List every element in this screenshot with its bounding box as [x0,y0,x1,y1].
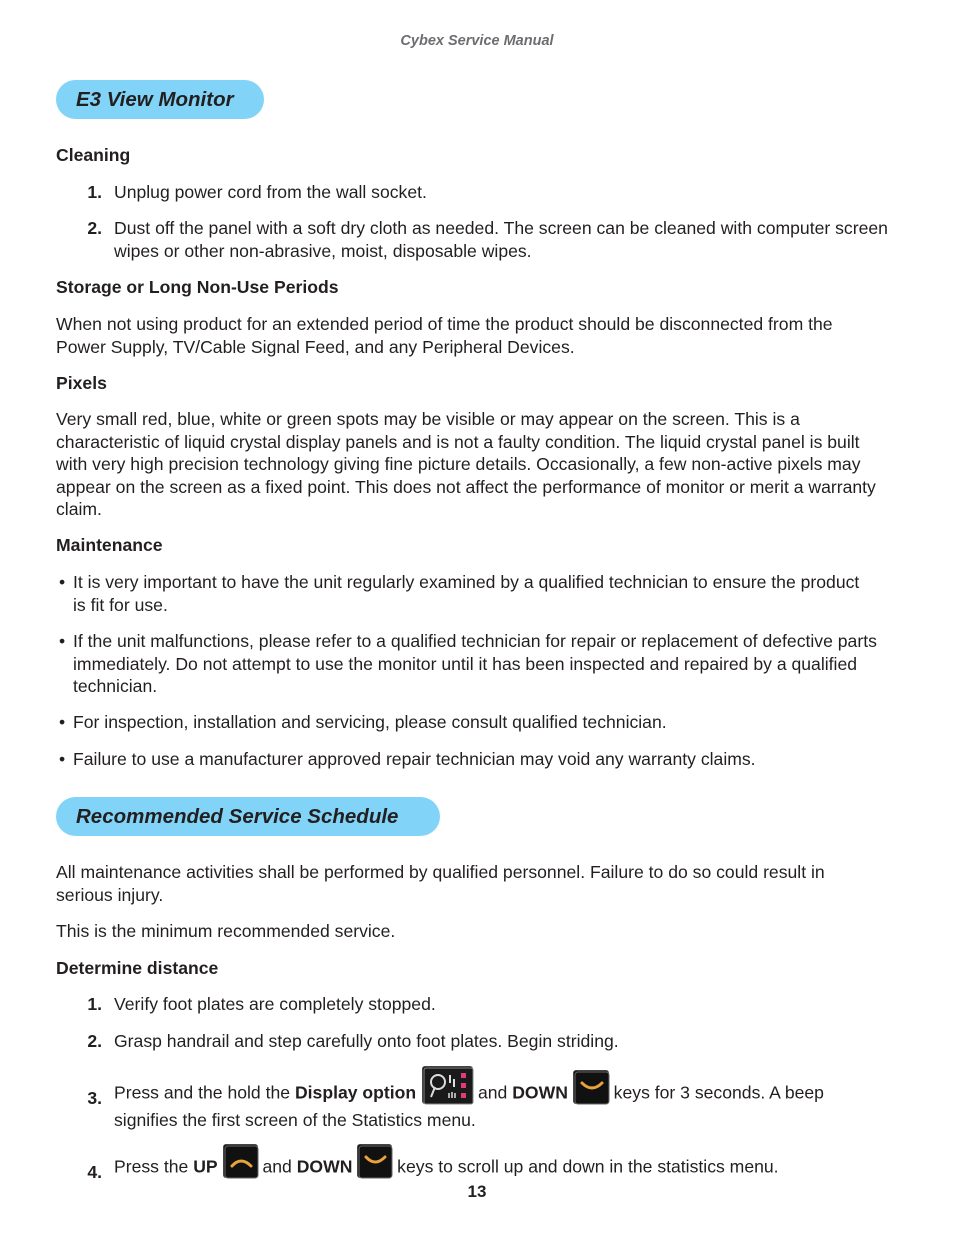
display-option-key-icon [422,1066,473,1104]
item-text: keys to scroll up and down in the statistics menu. [392,1156,779,1177]
paragraph-pixels: Very small red, blue, white or green spots may be visible or may appear on the screen. This is a characteristic of liquid crystal display panels and is not a faulty condition. The liquid crystal panel is built with very high precision technology giving fine picture details. Occasionally, a few non-active pixels may appear on the screen as a fixed point. This does not affect the performance of monitor or merit a warranty claim. [56,409,876,519]
page-number: 13 [467,1182,487,1201]
down-arrow-key-icon [357,1144,392,1178]
heading-pixels: Pixels [56,373,107,393]
list-number: 2. [87,1031,102,1051]
bullet-item: Failure to use a manufacturer approved repair technician may void any warranty claims. [73,749,756,769]
list-item: Grasp handrail and step carefully onto foot plates. Begin striding. [114,1031,619,1051]
paragraph-minimum: This is the minimum recommended service. [56,921,396,941]
list-item: Dust off the panel with a soft dry cloth as needed. The screen can be cleaned with computer screen wipes or other non-abrasive, moist, disposable wipes. [114,218,888,261]
heading-maintenance: Maintenance [56,535,163,555]
list-number: 3. [87,1088,102,1108]
paragraph-storage: When not using product for an extended period of time the product should be disconnected from the Power Supply, TV/Cable Signal Feed, and any Peripheral Devices. [56,314,833,357]
section-title-e3-view-monitor: E3 View Monitor [56,80,264,119]
running-header: Cybex Service Manual [400,33,554,49]
bullet-marker: • [59,712,66,732]
heading-storage: Storage or Long Non-Use Periods [56,277,339,297]
list-item-continuation: signifies the first screen of the Statistics menu. [114,1110,476,1130]
list-number: 2. [87,218,102,238]
down-arrow-key-icon [573,1070,609,1104]
section-title-service-schedule: Recommended Service Schedule [56,797,440,836]
item-text: and [473,1082,513,1103]
list-item: Verify foot plates are completely stopped. [114,994,436,1014]
list-number: 4. [87,1162,102,1182]
bullet-marker: • [59,572,66,592]
item-text: Press the [114,1156,194,1177]
item-text: Press and the hold the [114,1082,295,1103]
list-number: 1. [87,182,102,202]
bullet-marker: • [59,749,66,769]
bullet-item: It is very important to have the unit regularly examined by a qualified technician to ensure the product is fit for use. [73,572,860,615]
key-name: Display option [294,1082,417,1103]
list-number: 1. [87,994,102,1014]
bullet-item: If the unit malfunctions, please refer to a qualified technician for repair or replacement of defective parts immediately. Do not attempt to use the monitor until it has been inspected and repaired by a qualified technician. [73,631,877,696]
key-name: DOWN [512,1082,568,1103]
item-text: keys for 3 seconds. A beep [608,1082,824,1103]
list-item: Unplug power cord from the wall socket. [114,182,427,202]
up-arrow-key-icon [223,1144,258,1178]
heading-cleaning: Cleaning [56,145,131,165]
key-name: DOWN [296,1156,353,1177]
list-item-keys [114,1066,914,1104]
item-text: and [257,1156,297,1177]
heading-determine-distance: Determine distance [56,958,219,978]
bullet-marker: • [59,631,66,651]
bullet-item: For inspection, installation and servicing, please consult qualified technician. [73,712,667,732]
list-item-keys [114,1144,914,1178]
paragraph-intro: All maintenance activities shall be performed by qualified personnel. Failure to do so could result in serious injury. [56,862,825,905]
key-name: UP [193,1156,218,1177]
